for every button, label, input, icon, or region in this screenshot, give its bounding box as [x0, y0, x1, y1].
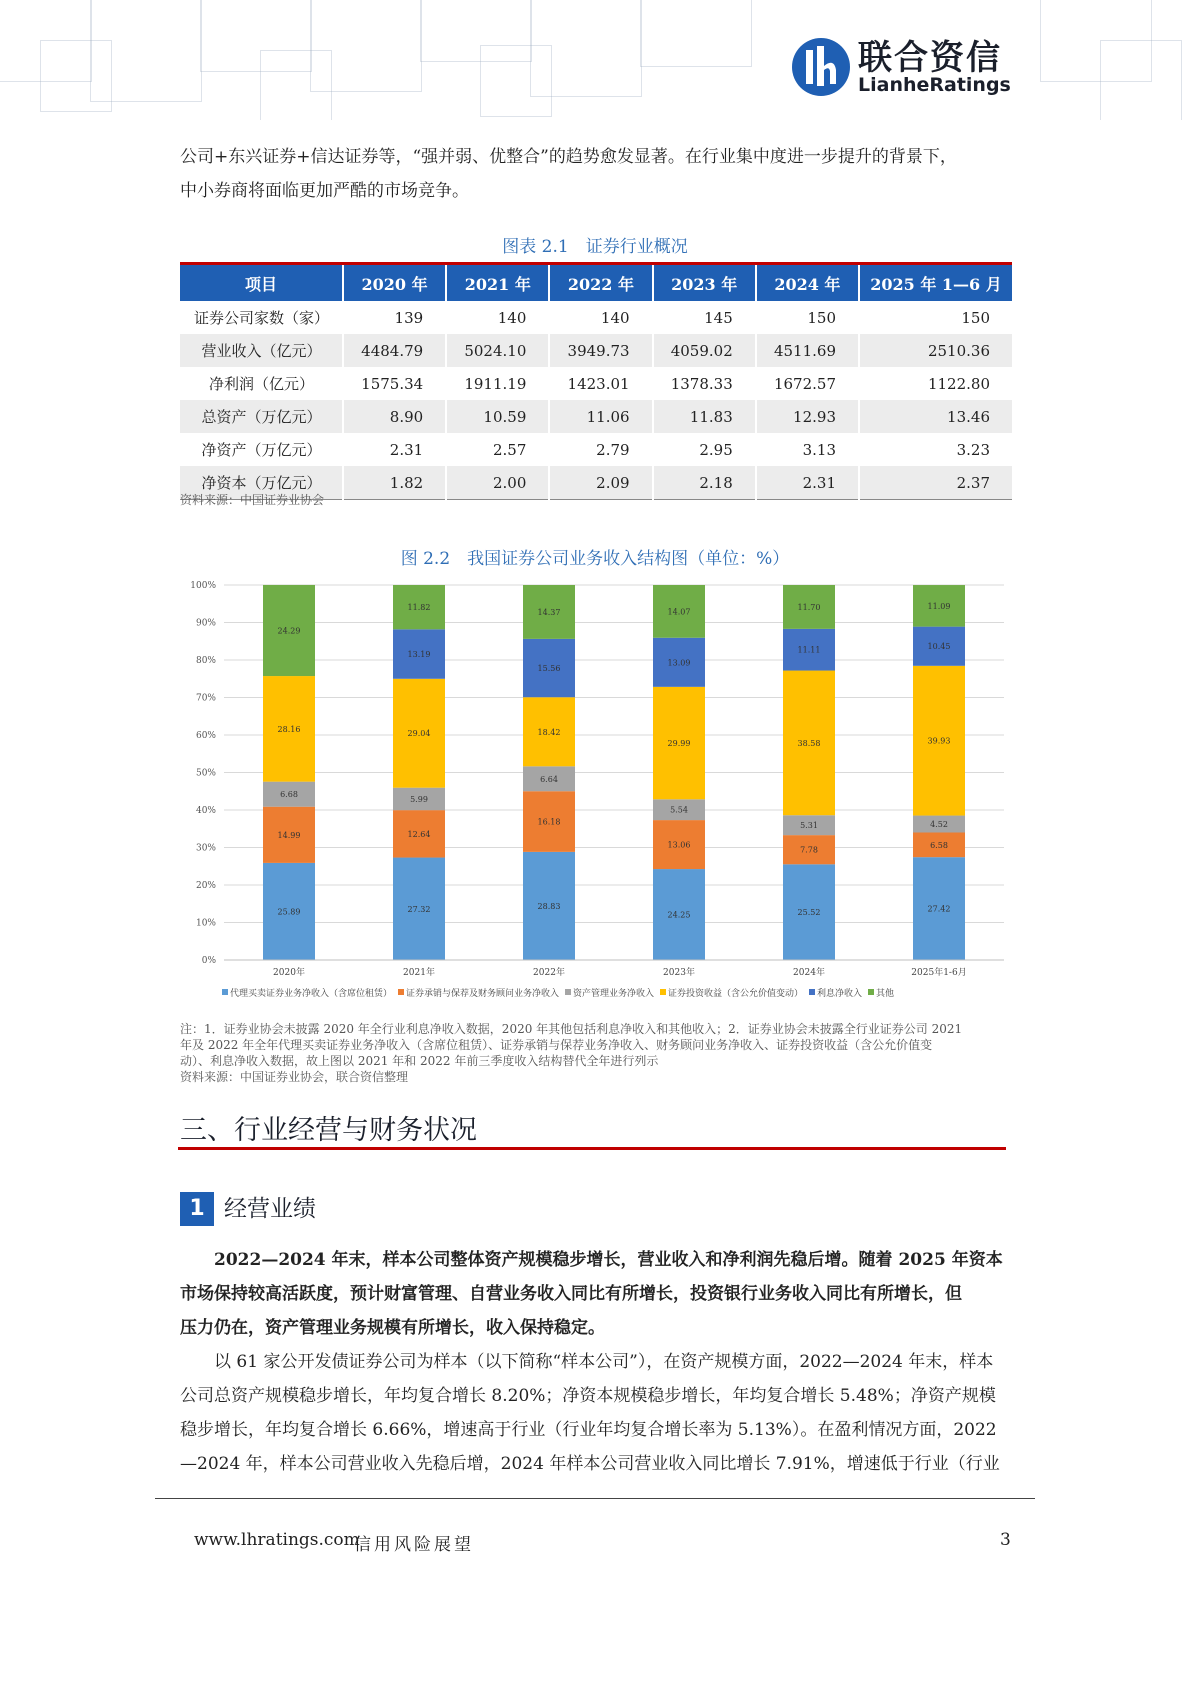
data-label: 14.99 [277, 830, 301, 840]
legend-swatch [660, 989, 666, 995]
table-cell: 净资产（万亿元） [201, 441, 322, 459]
data-label: 5.54 [670, 805, 688, 815]
legend-swatch [222, 989, 228, 995]
data-label: 11.70 [797, 602, 821, 612]
section-title: 三、行业经营与财务状况 [180, 1115, 477, 1146]
chart-note-line: 资料来源：中国证券业协会，联合资信整理 [180, 1070, 409, 1084]
summary-line: 2022—2024 年末，样本公司整体资产规模稳步增长，营业收入和净利润先稳后增。随着 2025 年资本 [214, 1250, 1003, 1270]
intro-line: 中小券商将面临更加严酷的市场竞争。 [180, 181, 469, 201]
table-cell: 140 [446, 301, 549, 334]
data-label: 28.16 [277, 724, 301, 734]
table-cell: 总资产（万亿元） [180, 400, 343, 433]
table-cell: 净资本（万亿元） [180, 466, 343, 500]
table-cell: 4484.79 [343, 334, 446, 367]
data-label: 16.18 [537, 817, 561, 827]
table-cell: 150 [859, 301, 1012, 334]
revenue-structure-chart [176, 575, 1016, 1015]
table-row [180, 400, 1012, 433]
x-tick-label: 2022年 [533, 968, 565, 978]
data-label: 6.64 [540, 774, 558, 784]
legend-item: 代理买卖证券业务净收入（含席位租赁） [230, 989, 393, 999]
y-tick-label: 70% [195, 693, 216, 704]
table-cell: 1.82 [343, 466, 446, 500]
table-cell: 2.00 [446, 466, 549, 500]
chart-note-line: 年及 2022 年全年代理买卖证券业务净收入（含席位租赁）、证券承销与保荐业务净收入、财务顾问业务净收入、证券投资收益（含公允价值变 [180, 1038, 933, 1052]
section-divider [178, 1147, 1006, 1150]
data-label: 13.06 [667, 840, 691, 850]
body-line: —2024 年，样本公司营业收入先稳后增，2024 年样本公司营业收入同比增长 7.91%，增速低于行业（行业 [180, 1454, 1000, 1474]
table-cell: 3.23 [859, 433, 1012, 466]
table-cell: 3949.73 [549, 334, 652, 367]
table-cell: 11.83 [653, 400, 756, 433]
legend-swatch [565, 989, 571, 995]
x-tick-label: 2023年 [663, 968, 695, 978]
body-line: 稳步增长，年均复合增长 6.66%，增速高于行业（行业年均复合增长率为 5.13%）。在盈利情况方面，2022 [180, 1420, 997, 1440]
data-label: 4.52 [930, 820, 948, 830]
table-row [180, 433, 1012, 466]
x-tick-label: 2025年1-6月 [911, 968, 967, 978]
data-label: 11.82 [407, 603, 431, 613]
table-cell: 5024.10 [446, 334, 549, 367]
data-label: 24.29 [277, 626, 301, 636]
table-cell: 2.31 [343, 433, 446, 466]
table-cell: 2.18 [653, 466, 756, 500]
table-cell: 2.57 [446, 433, 549, 466]
data-label: 14.37 [537, 607, 561, 617]
body-paragraph [180, 1345, 1010, 1481]
table-cell: 4511.69 [756, 334, 859, 367]
table-cell: 1423.01 [549, 367, 652, 400]
table-cell: 8.90 [343, 400, 446, 433]
data-label: 24.25 [667, 910, 691, 920]
table-cell: 139 [343, 301, 446, 334]
brand-name-cn: 联合资信 [858, 38, 1002, 78]
subsection-number: 1 [180, 1192, 214, 1226]
table-cell: 4059.02 [653, 334, 756, 367]
table-cell: 2.31 [756, 466, 859, 500]
table-header-cell: 2025 年 1—6 月 [859, 264, 1012, 302]
data-label: 39.93 [927, 736, 951, 746]
data-label: 7.78 [800, 845, 818, 855]
table-cell: 11.06 [549, 400, 652, 433]
table-header-cell: 2021 年 [446, 264, 549, 302]
logo-mark-icon [790, 36, 852, 98]
table-cell: 150 [756, 301, 859, 334]
data-label: 28.83 [537, 901, 561, 911]
table-cell: 2.09 [549, 466, 652, 500]
x-tick-label: 2021年 [403, 968, 435, 978]
table-cell: 140 [549, 301, 652, 334]
table-cell: 2510.36 [859, 334, 1012, 367]
footer-divider [155, 1498, 1035, 1499]
data-label: 15.56 [537, 664, 561, 674]
y-tick-label: 0% [201, 956, 216, 966]
y-tick-label: 30% [195, 843, 216, 854]
data-label: 6.68 [280, 790, 298, 800]
data-label: 5.99 [410, 794, 428, 804]
y-tick-label: 80% [195, 656, 216, 666]
subsection-title: 经营业绩 [224, 1196, 316, 1222]
y-tick-label: 40% [195, 806, 216, 816]
y-tick-label: 60% [195, 731, 216, 741]
table-cell: 2.79 [549, 433, 652, 466]
table-cell: 净利润（亿元） [208, 375, 314, 393]
intro-paragraph [180, 140, 1010, 208]
table-source: 资料来源：中国证券业协会 [180, 493, 325, 507]
table-cell: 1911.19 [446, 367, 549, 400]
footer-slogan: 信用风险展望 [354, 1535, 474, 1555]
y-tick-label: 100% [190, 581, 216, 591]
data-label: 29.99 [667, 739, 691, 749]
table-header-cell: 2020 年 [343, 264, 446, 302]
data-label: 18.42 [537, 727, 561, 737]
summary-paragraph [180, 1243, 1010, 1345]
data-label: 10.45 [927, 642, 951, 652]
legend-swatch [398, 989, 404, 995]
legend-item: 其他 [876, 989, 895, 999]
table-cell: 145 [653, 301, 756, 334]
legend-item: 证券承销与保荐及财务顾问业务净收入 [406, 989, 560, 999]
data-label: 27.42 [927, 904, 951, 914]
table-cell: 营业收入（亿元） [180, 334, 343, 367]
industry-overview-table [180, 262, 1012, 500]
y-tick-label: 50% [195, 768, 216, 779]
legend-swatch [809, 989, 815, 995]
table-cell: 2.37 [859, 466, 1012, 500]
table-header-cell: 2022 年 [549, 264, 652, 302]
table-cell: 1575.34 [343, 367, 446, 400]
table-row [180, 301, 1012, 334]
table-cell: 10.59 [446, 400, 549, 433]
table-cell: 1672.57 [756, 367, 859, 400]
summary-line: 市场保持较高活跃度，预计财富管理、自营业务收入同比有所增长，投资银行业务收入同比有所增长，但 [180, 1284, 962, 1304]
table-cell: 12.93 [756, 400, 859, 433]
y-tick-label: 90% [195, 618, 216, 629]
data-label: 13.19 [407, 650, 431, 660]
x-tick-label: 2024年 [793, 968, 825, 978]
legend-item: 利息净收入 [817, 989, 863, 999]
data-label: 14.07 [667, 607, 691, 617]
data-label: 11.11 [797, 645, 821, 655]
footer-url[interactable]: www.lhratings.com [194, 1530, 360, 1550]
table-header-row [180, 264, 1012, 302]
intro-line: 公司+东兴证券+信达证券等，“强并弱、优整合”的趋势愈发显著。在行业集中度进一步提升的背景下， [180, 147, 957, 167]
data-label: 25.52 [797, 908, 821, 918]
brand-name-en: LianheRatings [858, 74, 1011, 96]
legend-item: 证券投资收益（含公允价值变动） [668, 989, 804, 999]
table-caption: 图表 2.1 证券行业概况 [502, 237, 688, 257]
y-tick-label: 10% [195, 918, 216, 929]
summary-line: 压力仍在，资产管理业务规模有所增长，收入保持稳定。 [180, 1318, 605, 1338]
data-label: 29.04 [407, 729, 431, 739]
data-label: 27.32 [407, 904, 431, 914]
table-header-cell: 项目 [180, 264, 343, 302]
legend-item: 资产管理业务净收入 [573, 989, 655, 999]
data-label: 6.58 [930, 840, 948, 850]
table-row [180, 367, 1012, 400]
y-tick-label: 20% [195, 881, 216, 891]
table-cell: 3.13 [756, 433, 859, 466]
data-label: 13.09 [667, 658, 691, 668]
data-label: 12.64 [407, 829, 431, 839]
table-row [180, 334, 1012, 367]
data-label: 5.31 [800, 821, 818, 831]
table-cell: 13.46 [859, 400, 1012, 433]
data-label: 11.09 [927, 601, 951, 611]
body-line: 以 61 家公开发债证券公司为样本（以下简称“样本公司”），在资产规模方面，2022—2024 年末，样本 [214, 1352, 994, 1372]
table-cell: 1122.80 [859, 367, 1012, 400]
table-cell: 2.95 [653, 433, 756, 466]
table-header-cell: 2024 年 [756, 264, 859, 302]
body-line: 公司总资产规模稳步增长，年均复合增长 8.20%；净资本规模稳步增长，年均复合增长 5.48%；净资产规模 [180, 1386, 996, 1406]
chart-caption: 图 2.2 我国证券公司业务收入结构图（单位：%） [400, 549, 790, 569]
page-number: 3 [1000, 1530, 1011, 1550]
chart-note-line: 动）、利息净收入数据，故上图以 2021 年和 2022 年前三季度收入结构替代全年进行列示 [180, 1054, 659, 1068]
chart-note [180, 1021, 1012, 1085]
table-cell: 证券公司家数（家） [193, 309, 329, 327]
table-cell: 1378.33 [653, 367, 756, 400]
legend-swatch [868, 989, 874, 995]
lianhe-logo [790, 30, 1020, 100]
table-header-cell: 2023 年 [653, 264, 756, 302]
x-tick-label: 2020年 [273, 968, 305, 978]
data-label: 25.89 [277, 907, 301, 917]
data-label: 38.58 [797, 738, 821, 748]
chart-note-line: 注：1．证券业协会未披露 2020 年全行业利息净收入数据，2020 年其他包括利息净收入和其他收入；2．证券业协会未披露全行业证券公司 2021 [180, 1022, 963, 1036]
